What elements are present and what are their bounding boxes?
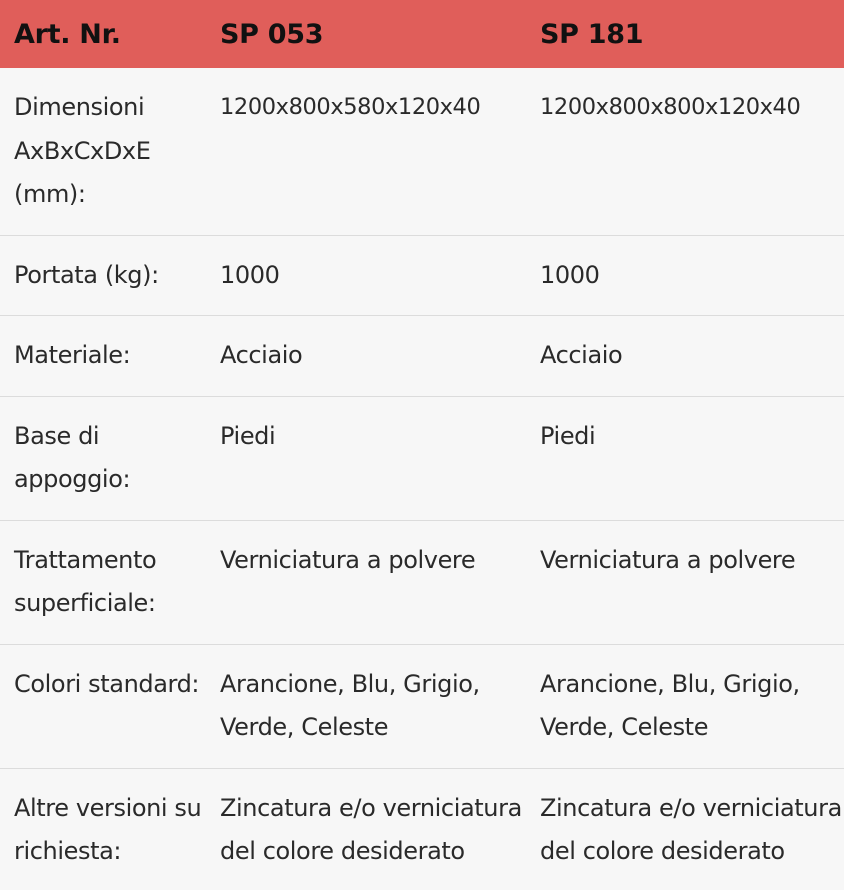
row-value-a: Piedi [204,396,524,520]
row-label: Altre versioni su richiesta: [14,793,202,865]
row-value-a: Zincatura e/o verniciatura del colore desiderato [220,793,522,865]
row-value-a: Acciaio [204,316,524,397]
header-model-a: SP 053 [204,0,524,68]
row-label: Dimensioni AxBxCxDxE (mm): [0,68,204,235]
row-value-a: 1000 [204,235,524,316]
header-row [0,0,844,68]
table-row-treatment [0,520,844,644]
table-row-base [0,396,844,520]
row-value-a: Arancione, Blu, Grigio, Verde, Celeste [204,644,524,768]
table-row-other-versions [0,768,844,890]
row-value-b: Arancione, Blu, Grigio, Verde, Celeste [524,644,844,768]
row-label: Colori standard: [0,644,204,768]
row-value-b: 1200x800x800x120x40 [524,68,844,235]
header-model-b: SP 181 [524,0,844,68]
row-value-b: Zincatura e/o verniciatura del colore desiderato [540,793,842,865]
table-row-colors [0,644,844,768]
header-art-nr: Art. Nr. [0,0,204,68]
row-value-a: Verniciatura a polvere [204,520,524,644]
row-value-b: Verniciatura a polvere [524,520,844,644]
row-label: Portata (kg): [0,235,204,316]
row-label: Materiale: [0,316,204,397]
row-value-b: Acciaio [524,316,844,397]
row-value-a: 1200x800x580x120x40 [204,68,524,235]
row-label: Base di appoggio: [0,396,204,520]
row-label: Trattamento superficiale: [0,520,204,644]
table-row-dimensions [0,68,844,235]
row-value-b: 1000 [524,235,844,316]
table-body [0,68,844,890]
row-value-b: Piedi [524,396,844,520]
table-row-material [0,316,844,397]
table-header [0,0,844,68]
table-row-capacity [0,235,844,316]
